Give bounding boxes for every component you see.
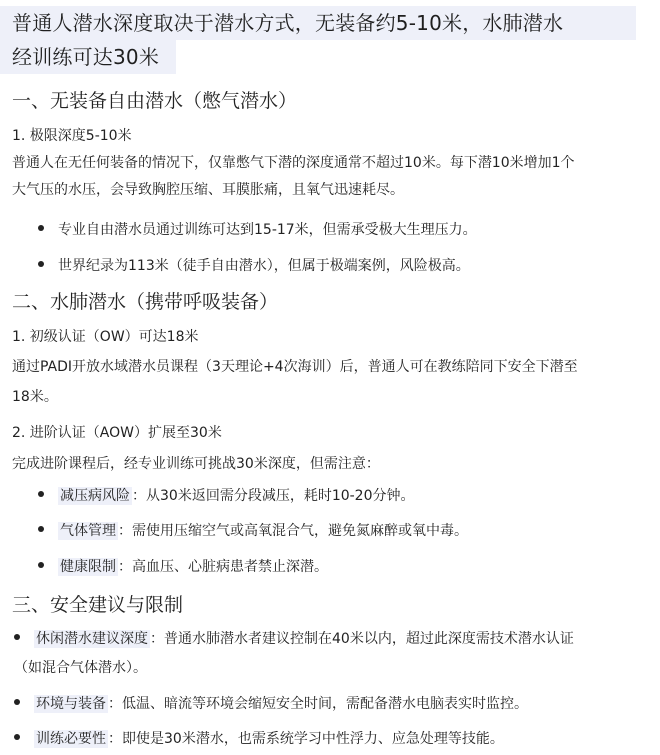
list-item: 专业自由潜水员通过训练可达到15-17米，但需承受极大生理压力。 (38, 220, 477, 240)
title-line-1: 普通人潜水深度取决于潜水方式，无装备约5-10米，水肺潜水 (0, 6, 636, 40)
list-item: 环境与装备 ：低温、暗流等环境会缩短安全时间，需配备潜水电脑表实时监控。 (14, 694, 528, 714)
bullet-dot-icon (38, 526, 44, 532)
bullet-dot-icon (14, 734, 20, 740)
section-3-heading: 三、安全建议与限制 (12, 594, 184, 616)
bullet-dot-icon (38, 562, 44, 568)
list-item: 世界纪录为113米（徒手自由潜水），但属于极端案例，风险极高。 (38, 256, 470, 276)
section-1-paragraph-line-2: 大气压的水压，会导致胸腔压缩、耳膜胀痛，且氧气迅速耗尽。 (12, 182, 404, 198)
section-1-subheading: 1. 极限深度5-10米 (12, 128, 132, 144)
bullet-dot-icon (38, 491, 44, 497)
list-item: 健康限制 ：高血压、心脏病患者禁止深潜。 (38, 557, 328, 577)
section-1-heading: 一、无装备自由潜水（憋气潜水） (12, 90, 298, 112)
section-2-subheading-1: 1. 初级认证（OW）可达18米 (12, 329, 199, 345)
article-title (0, 6, 660, 74)
list-item: 减压病风险 ：从30米返回需分段减压，耗时10-20分钟。 (38, 486, 415, 506)
section-2-paragraph-1-line-2: 18米。 (12, 389, 58, 405)
section-2-heading: 二、水肺潜水（携带呼吸装备） (12, 291, 279, 313)
bullet-dot-icon (14, 699, 20, 705)
bullet-dot-icon (38, 261, 44, 267)
bullet-dot-icon (14, 634, 20, 640)
section-2-subheading-2: 2. 进阶认证（AOW）扩展至30米 (12, 425, 222, 441)
list-item: 训练必要性 ：即使是30米潜水，也需系统学习中性浮力、应急处理等技能。 (14, 729, 504, 749)
section-2-paragraph-1-line-1: 通过PADI开放水域潜水员课程（3天理论+4次海训）后，普通人可在教练陪同下安全下潜至 (12, 359, 578, 375)
list-item: 休闲潜水建议深度 ：普通水肺潜水者建议控制在40米以内，超过此深度需技术潜水认证 (14, 629, 574, 649)
list-item: 气体管理 ：需使用压缩空气或高氧混合气，避免氮麻醉或氧中毒。 (38, 521, 468, 541)
section-1-paragraph-line-1: 普通人在无任何装备的情况下，仅靠憋气下潜的深度通常不超过10米。每下潜10米增加1个 (12, 155, 575, 171)
list-item-continuation: （如混合气体潜水）。 (14, 660, 147, 676)
title-line-2: 经训练可达30米 (0, 40, 176, 74)
bullet-dot-icon (38, 225, 44, 231)
section-2-paragraph-2: 完成进阶课程后，经专业训练可挑战30米深度，但需注意： (12, 456, 380, 472)
